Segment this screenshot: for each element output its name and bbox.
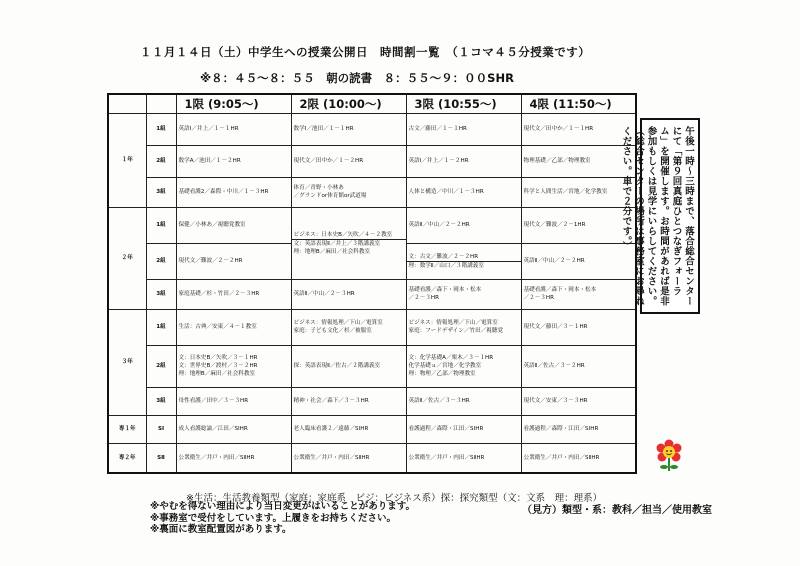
reading-key: （見方）類型・系：教科／担当／使用教室 [522,505,712,516]
lesson-cell: 母性看護／田中／３－３HR [176,387,291,415]
lesson-cell: 数学A／池田／１－２HR [176,145,291,177]
lesson-cell: 英語Ⅱ／中山／２－２HR [521,243,636,279]
note-item: ※事務室で受付をしています。上履きをお持ちください。 [150,512,396,524]
class-label: 3組 [146,177,176,207]
grade-label: ２年 [108,207,146,309]
table-row [108,113,636,145]
lesson-cell: 公衆衛生／井戸・内田／SⅡHR [176,443,291,473]
lesson-cell: 現代文／田中か／１－１HR [521,113,636,145]
lesson-cell: 数学Ⅰ／池田／１－１HR [291,113,406,145]
notes [150,501,415,536]
lesson-cell: 現代文／難波／２－２HR [176,243,291,279]
class-label: 3組 [146,387,176,415]
table-row [108,345,636,387]
lesson-cell: 英語Ⅱ／中山／２－３HR [291,279,406,309]
corner-cell [146,94,176,113]
corner-cell [108,94,146,113]
table-row [108,145,636,177]
lesson-cell: 精神・社会／森下／３－３HR [291,387,406,415]
lesson-cell: 現代文／安東／３－３HR [521,387,636,415]
period-header-2: 2限 (10:00～) [291,94,406,113]
table-row [108,309,636,345]
class-label: SⅡ [146,443,176,473]
lesson-cell: 文：古文／難波／２－２HR [408,253,479,260]
lesson-cell: 文：英語表現Ⅱ／井上／３階講義室 理：地理B／麻田／社会科教室 [292,239,406,256]
lesson-cell: 物理基礎／乙部／物理教室 [521,145,636,177]
lesson-cell: 公衆衛生／井戸・内田／SⅡHR [291,443,406,473]
lesson-cell: 看護過程／森際・江田／SⅠHR [521,415,636,443]
lesson-cell: 人体と構造／中川／１－３HR [406,177,521,207]
period-header-1: 1限 (9:05～) [176,94,291,113]
lesson-cell: ビジネス：情報処理／下山／電算室 家庭：子ども文化／杉／被服室 [291,309,406,345]
table-row [108,177,636,207]
grade-label: ３年 [108,309,146,415]
class-label: 1組 [146,207,176,243]
table-row [108,387,636,415]
lesson-cell: 公衆衛生／井戸・内田／SⅡHR [521,443,636,473]
grade-label: 専１年 [108,415,146,443]
period-header-4: 4限 (11:50～) [521,94,636,113]
lesson-cell: 老人臨床看護２／遠藤／SⅠHR [291,415,406,443]
table-row [108,279,636,309]
lesson-cell: 公衆衛生／井戸・内田／SⅡHR [406,443,521,473]
lesson-cell: 古文／藤田／１－１HR [406,113,521,145]
lesson-cell: 英語Ⅱ／佐古／３－２HR [521,345,636,387]
lesson-cell: 文：日本史B／矢吹／３－１HR 文：世界史B／渡村／３－２HR 理：地理B／麻田／社会科教室 [176,345,291,387]
flower-icon [652,438,686,472]
lesson-cell-split [406,243,521,279]
page-subtitle: ※８：４５～８：５５ 朝の読書 ８：５５～９：００SHR [200,71,514,85]
note-item: ※裏面に教室配置図があります。 [150,524,292,535]
lesson-cell: 理：数学Ⅱ／山口／３階講義室 [407,261,521,270]
lesson-cell: 英語Ⅱ／佐古／３－３HR [406,387,521,415]
lesson-cell-split [291,207,406,279]
table-row [108,207,636,243]
legend-text: ※生活：生活教養類型（家庭：家庭系 ビジ：ビジネス系）探：探究類型（文：文系 理：理系） [186,493,603,504]
lesson-cell: 基礎看護／森下・岡本・松本 ／２－３HR [406,279,521,309]
lesson-cell: 科学と人間生活／宮地／化学教室 [521,177,636,207]
header-row [108,94,636,113]
class-label: 1組 [146,309,176,345]
lesson-cell: 英語Ⅰ／井上／１－２HR [406,145,521,177]
class-label: 2組 [146,345,176,387]
table-row [108,415,636,443]
page-title: １１月１４日（土）中学生への授業公開日 時間割一覧 （１コマ４５分授業です） [140,45,591,59]
forum-notice-text: 午後一時～三時まで、落合総合センターにて「第９回真庭ひとつなぎフォーラム」を開催します。お時間があれば是非参加もしくは見学にいらしてください。（総合センターの場所は事務室にお尋ねください。車で２分です。） [620,126,694,306]
lesson-cell: ビジネス：情報処理／下山／電算室 家庭：フードデザイン／竹田／視聴覚 [406,309,521,345]
table-row [108,443,636,473]
lesson-cell: 生活：古典／安東／４－１教室 [176,309,291,345]
lesson-cell: 保健／小林あ／視聴覚教室 [176,207,291,243]
lesson-cell: ビジネス：日本史B／矢吹／４－２教室 [293,231,393,238]
class-label: 2組 [146,243,176,279]
lesson-cell: 現代文／難波／２－1HR [521,207,636,243]
lesson-cell: 探：英語表現Ⅱ／佐古／２階講義室 [291,345,406,387]
lesson-cell: 基礎看護2／森際・中川／１－３HR [176,177,291,207]
lesson-cell: 現代文／藤田／３－１HR [521,309,636,345]
lesson-cell: 英語Ⅰ／井上／１－１HR [176,113,291,145]
lesson-cell: 基礎看護／森下・岡本・松本 ／２－３HR [521,279,636,309]
lesson-cell: 体育／青野・小林あ ／グランドor体育館or武道場 [291,177,406,207]
grade-label: １年 [108,113,146,207]
lesson-cell: 文：化学基礎A／栗木／３－１HR 化学基礎ａ／宮地／化学教室 理：物理／乙部／物理教室 [406,345,521,387]
class-label: 1組 [146,113,176,145]
lesson-cell: 現代文／田中か／１－２HR [291,145,406,177]
class-label: SⅠ [146,415,176,443]
lesson-cell: 成人看護総論／江田／SⅠHR [176,415,291,443]
class-label: 2組 [146,145,176,177]
forum-notice [620,118,700,314]
lesson-cell: 英語Ⅱ／中山／２－２HR [406,207,521,243]
period-header-3: 3限 (10:55～) [406,94,521,113]
lesson-cell: 看護過程／森際・江田／SⅠHR [406,415,521,443]
note-item: ※やむを得ない理由により当日変更がはいることがあります。 [150,501,415,512]
timetable [107,93,637,474]
grade-label: 専２年 [108,443,146,473]
lesson-cell: 家庭基礎／杉・竹田／２－３HR [176,279,291,309]
class-label: 3組 [146,279,176,309]
